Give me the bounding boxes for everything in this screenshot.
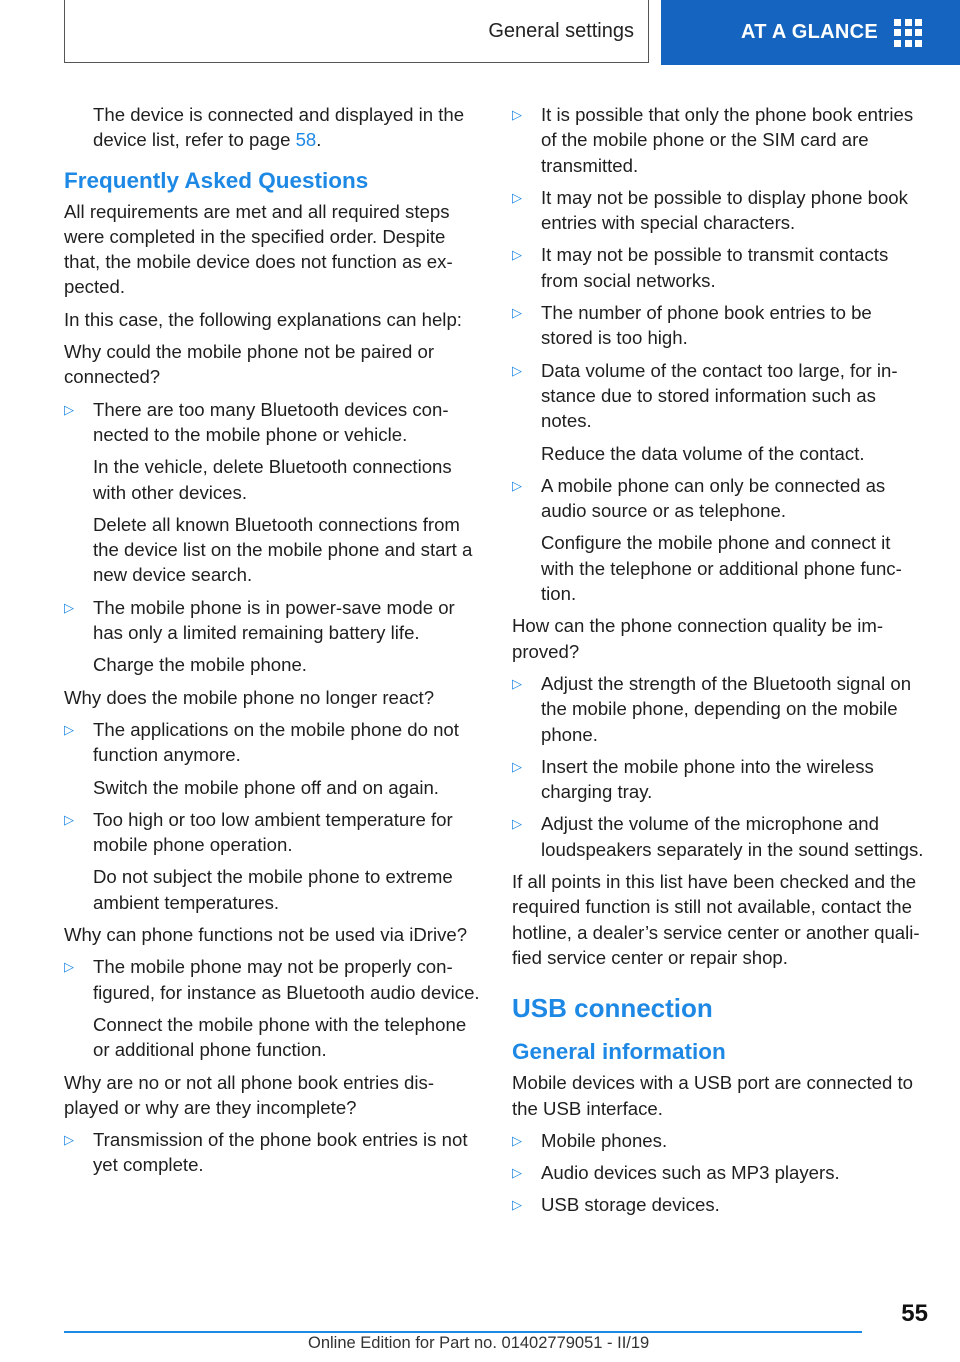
bullet-marker: ▷ <box>512 1165 522 1181</box>
bullet-marker: ▷ <box>512 107 522 122</box>
question: Why are no or not all phone book entries displayed or why are they incomplete? <box>64 1071 435 1118</box>
right-column <box>512 102 928 1225</box>
list-item: ▷ Adjust the volume of the microphone and loudspeakers separately in the sound settings. <box>512 813 924 860</box>
list-item: ▷ Insert the mobile phone into the wireless charging tray. <box>512 755 874 803</box>
bullet-marker: ▷ <box>64 401 74 417</box>
list-item: ▷ Adjust the strength of the Bluetooth signal on the mobile phone, depending on the mobile phone. <box>512 672 912 745</box>
general-info-heading: General information <box>512 1039 726 1065</box>
question: Why can phone functions not be used via iDrive? <box>64 924 468 946</box>
list-item: ▷ Mobile phones. <box>512 1128 928 1153</box>
footer-divider <box>64 1331 862 1333</box>
section-title: General settings <box>488 19 634 42</box>
list-item: ▷ Audio devices such as MP3 players. <box>512 1160 928 1185</box>
bullet-marker: ▷ <box>64 811 74 827</box>
list-item: ▷ It may not be possible to transmit contacts from social networks. <box>512 244 889 291</box>
question: Why could the mobile phone not be paired or connected? <box>64 341 435 388</box>
list-item: ▷ A mobile phone can only be connected as audio source or as telephone. Configure the mobile phone and connect it with the telephone or additional phone function. <box>512 474 902 605</box>
list-item: ▷ There are too many Bluetooth devices connected to the mobile phone or vehicle. In the vehicle, delete Bluetooth connections with other devices. Delete all known Bluetooth connections from the device list on the mobile phone and start a new device search. <box>64 398 473 586</box>
list-item: ▷ The applications on the mobile phone do not function anymore. Switch the mobile phone off and on again. <box>64 718 459 798</box>
chapter-tab[interactable] <box>661 0 960 65</box>
faq-heading: Frequently Asked Questions <box>64 167 369 193</box>
list-item: ▷ Data volume of the contact too large, for instance due to stored information such as notes. Reduce the data volume of the contact. <box>512 359 898 464</box>
list-item: ▷ Transmission of the phone book entries is not yet complete. <box>64 1129 468 1176</box>
list-item: ▷ The mobile phone may not be properly configured, for instance as Bluetooth audio device. Connect the mobile phone with the telephone or additional phone function. <box>64 956 480 1061</box>
paragraph: All requirements are met and all required steps were completed in the specified order. Despite that, the mobile device does not function as expected. <box>64 200 453 298</box>
bullet-marker: ▷ <box>512 1197 522 1213</box>
list-item: ▷ The mobile phone is in power-save mode or has only a limited remaining battery life. Charge the mobile phone. <box>64 596 455 676</box>
bullet-marker: ▷ <box>64 721 74 737</box>
bullet-marker: ▷ <box>512 1132 522 1148</box>
page-number: 55 <box>901 1300 928 1327</box>
bullet-marker: ▷ <box>512 189 522 205</box>
edition-note: Online Edition for Part no. 01402779051 - II/19 <box>308 1334 650 1352</box>
page-link[interactable]: 58 <box>295 129 317 151</box>
usb-heading: USB connection <box>512 993 713 1024</box>
bullet-marker: ▷ <box>512 305 522 321</box>
bullet-marker: ▷ <box>512 816 522 832</box>
chapter-title: AT A GLANCE <box>741 21 878 43</box>
question: How can the phone connection quality be improved? <box>512 615 884 662</box>
grid-icon <box>894 19 922 47</box>
list-item: ▷ USB storage devices. <box>512 1192 928 1217</box>
bullet-marker: ▷ <box>512 758 522 774</box>
list-item: ▷ It is possible that only the phone book entries of the mobile phone or the SIM card are transmitted. <box>512 104 914 176</box>
bullet-marker: ▷ <box>512 362 522 378</box>
paragraph: In this case, the following explanations can help: <box>64 308 462 330</box>
bullet-marker: ▷ <box>512 477 522 493</box>
bullet-marker: ▷ <box>64 599 74 615</box>
question: Why does the mobile phone no longer react? <box>64 686 435 708</box>
list-item: ▷ Too high or too low ambient temperature for mobile phone operation. Do not subject the mobile phone to extreme ambient temperatures. <box>64 808 453 913</box>
list-item: ▷ It may not be possible to display phone book entries with special characters. <box>512 186 908 234</box>
paragraph: Mobile devices with a USB port are connected to the USB interface. <box>512 1072 914 1119</box>
left-column <box>64 102 480 1185</box>
bullet-marker: ▷ <box>512 675 522 691</box>
bullet-marker: ▷ <box>512 247 522 263</box>
list-item: ▷ The number of phone book entries to be stored is too high. <box>512 302 872 349</box>
bullet-marker: ▷ <box>64 1132 74 1148</box>
intro-paragraph: The device is connected and displayed in the device list, refer to page 58. <box>93 104 465 151</box>
header-section-box <box>64 0 649 63</box>
bullet-marker: ▷ <box>64 959 74 975</box>
paragraph: If all points in this list have been checked and the required function is still not available, contact the hotline, a dealer’s service center or another qualified service center or repair shop. <box>512 871 920 968</box>
